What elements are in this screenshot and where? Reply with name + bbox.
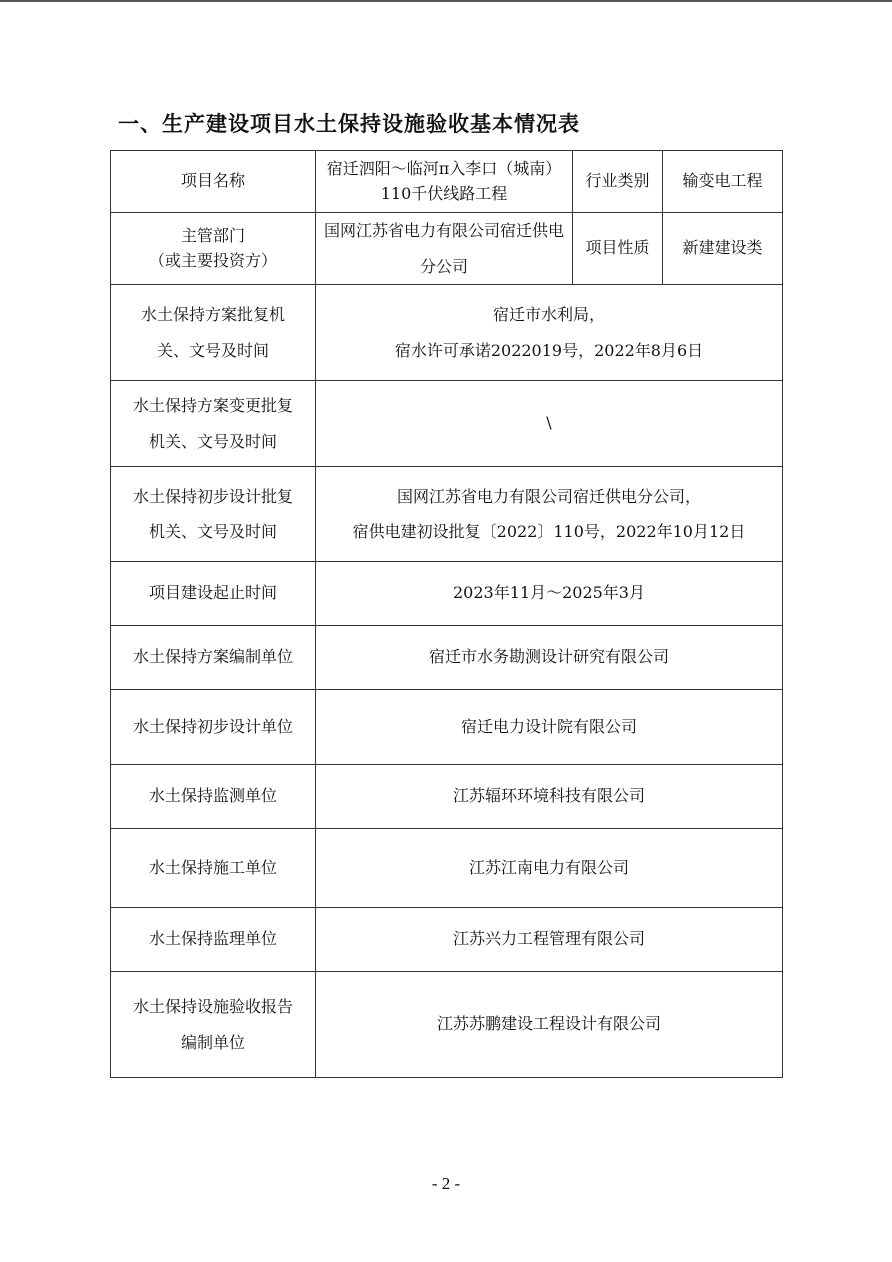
table-row bbox=[111, 467, 783, 562]
label-design-approval-line1: 水土保持初步设计批复 bbox=[132, 486, 293, 506]
label-plan-change bbox=[111, 381, 316, 467]
label-project-name: 项目名称 bbox=[111, 151, 316, 213]
value-project-nature: 新建建设类 bbox=[663, 213, 783, 285]
value-plan-approval-line2: 宿水许可承诺2022019号，2022年8月6日 bbox=[394, 340, 704, 360]
label-plan-change-line2: 机关、文号及时间 bbox=[148, 431, 277, 451]
label-plan-unit: 水土保持方案编制单位 bbox=[111, 626, 316, 690]
label-supervision-unit: 水土保持监理单位 bbox=[111, 908, 316, 972]
label-design-approval bbox=[111, 467, 316, 562]
label-monitor-unit: 水土保持监测单位 bbox=[111, 765, 316, 829]
table-row bbox=[111, 829, 783, 908]
label-construction-period: 项目建设起止时间 bbox=[111, 562, 316, 626]
table-row bbox=[111, 908, 783, 972]
table-row bbox=[111, 151, 783, 213]
value-authority: 国网江苏省电力有限公司宿迁供电分公司 bbox=[316, 213, 573, 285]
value-supervision-unit: 江苏兴力工程管理有限公司 bbox=[316, 908, 783, 972]
label-industry-category: 行业类别 bbox=[573, 151, 663, 213]
value-design-approval-line2: 宿供电建初设批复〔2022〕110号，2022年10月12日 bbox=[352, 522, 746, 541]
label-report-unit bbox=[111, 972, 316, 1078]
table-row bbox=[111, 690, 783, 765]
table-row bbox=[111, 381, 783, 467]
label-report-unit-line2: 编制单位 bbox=[180, 1032, 245, 1052]
value-design-approval bbox=[316, 467, 783, 562]
label-report-unit-line1: 水土保持设施验收报告 bbox=[132, 997, 293, 1017]
table-row bbox=[111, 765, 783, 829]
label-construction-unit: 水土保持施工单位 bbox=[111, 829, 316, 908]
label-plan-approval bbox=[111, 285, 316, 381]
table-row bbox=[111, 972, 783, 1078]
value-construction-unit: 江苏江南电力有限公司 bbox=[316, 829, 783, 908]
top-border-line bbox=[0, 0, 892, 2]
label-authority bbox=[111, 213, 316, 285]
label-plan-approval-line2: 关、文号及时间 bbox=[156, 340, 269, 360]
value-plan-change: \ bbox=[316, 381, 783, 467]
value-construction-period: 2023年11月～2025年3月 bbox=[316, 562, 783, 626]
label-design-unit: 水土保持初步设计单位 bbox=[111, 690, 316, 765]
label-authority-line2: （或主要投资方） bbox=[148, 250, 277, 270]
page-title: 一、生产建设项目水土保持设施验收基本情况表 bbox=[118, 112, 580, 136]
value-design-unit: 宿迁电力设计院有限公司 bbox=[316, 690, 783, 765]
page-number: - 2 - bbox=[431, 1174, 461, 1193]
table-row bbox=[111, 626, 783, 690]
table-row bbox=[111, 562, 783, 626]
value-project-name: 宿迁泗阳～临河π入李口（城南）110千伏线路工程 bbox=[316, 151, 573, 213]
table-row bbox=[111, 285, 783, 381]
label-plan-change-line1: 水土保持方案变更批复 bbox=[132, 396, 293, 416]
label-design-approval-line2: 机关、文号及时间 bbox=[148, 522, 277, 541]
label-plan-approval-line1: 水土保持方案批复机 bbox=[140, 305, 285, 325]
value-plan-approval bbox=[316, 285, 783, 381]
value-plan-unit: 宿迁市水务勘测设计研究有限公司 bbox=[316, 626, 783, 690]
value-monitor-unit: 江苏辐环环境科技有限公司 bbox=[316, 765, 783, 829]
label-authority-line1: 主管部门 bbox=[180, 225, 245, 245]
value-report-unit: 江苏苏鹏建设工程设计有限公司 bbox=[316, 972, 783, 1078]
value-industry-category: 输变电工程 bbox=[663, 151, 783, 213]
label-project-nature: 项目性质 bbox=[573, 213, 663, 285]
value-plan-approval-line1: 宿迁市水利局， bbox=[492, 305, 605, 325]
value-design-approval-line1: 国网江苏省电力有限公司宿迁供电分公司， bbox=[396, 486, 701, 506]
acceptance-info-table bbox=[110, 150, 783, 1078]
table-row bbox=[111, 213, 783, 285]
